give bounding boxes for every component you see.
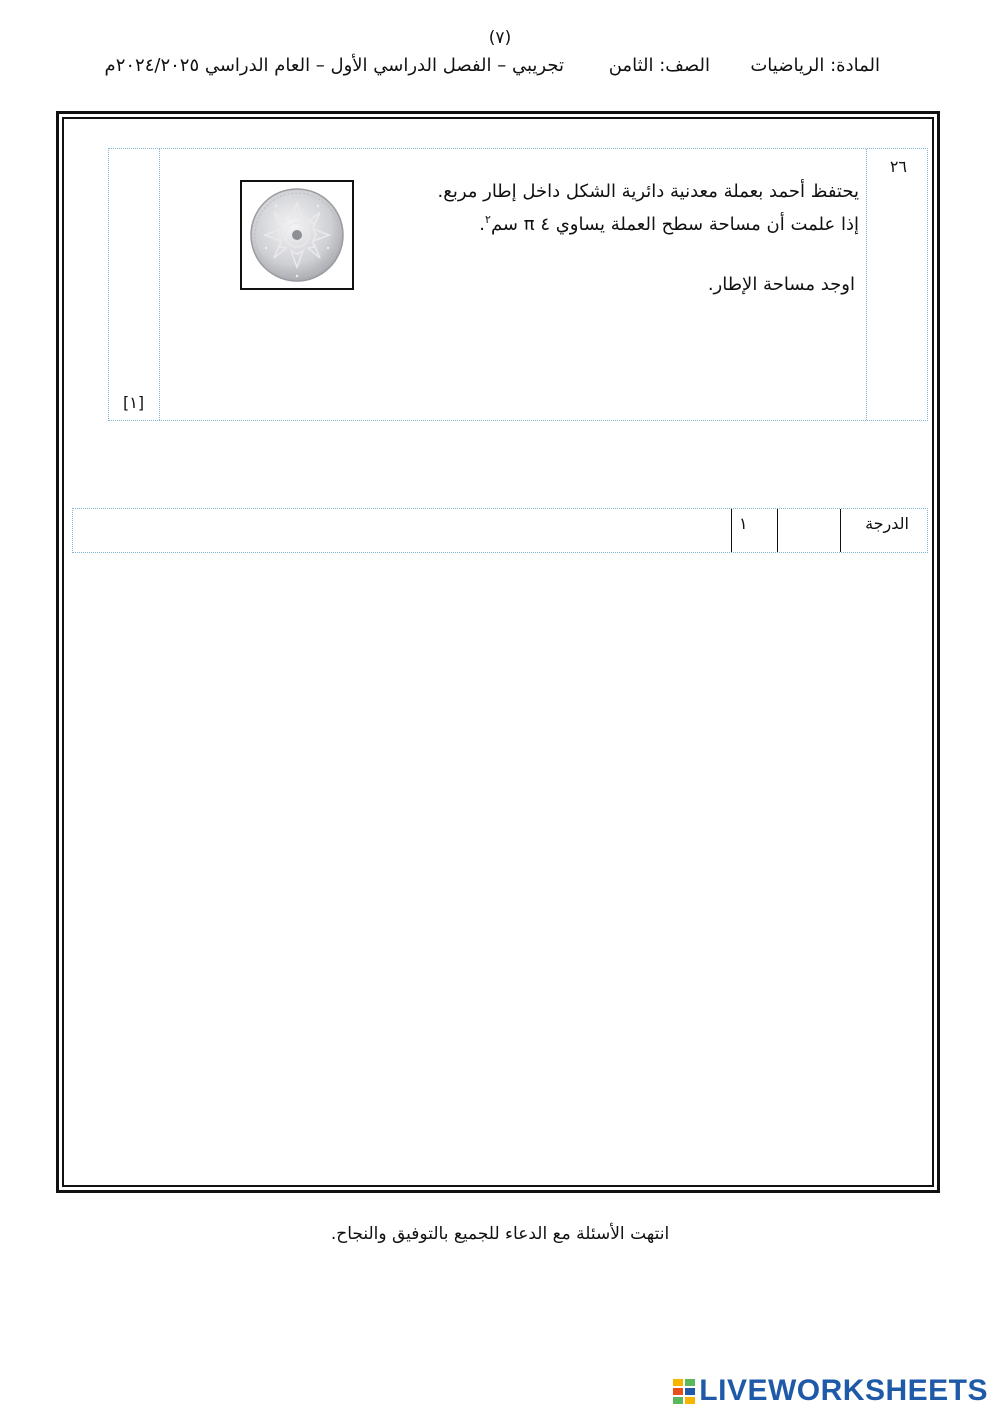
- grade-value: ١: [739, 514, 748, 533]
- grade-table: [72, 508, 928, 553]
- coin-image: [246, 186, 348, 284]
- coin-image-frame: [240, 180, 354, 290]
- question-line-2-end: .: [479, 214, 486, 235]
- question-line-1: يحتفظ أحمد بعملة معدنية دائرية الشكل داخل إطار مربع.: [437, 181, 859, 202]
- question-line-2: [479, 213, 859, 235]
- question-mark: [١]: [123, 393, 145, 412]
- question-number: ٢٦: [889, 157, 907, 176]
- logo-blocks-icon: [673, 1377, 697, 1405]
- question-line-3: اوجد مساحة الإطار.: [707, 274, 855, 295]
- subject-label: المادة: الرياضيات: [750, 55, 880, 76]
- number-column-divider: [866, 149, 867, 420]
- grade-cell-divider-3: [840, 509, 841, 552]
- grade-cell-divider-2: [777, 509, 778, 552]
- grade-label: الدرجة: [865, 514, 909, 533]
- logo-text: LIVEWORKSHEETS: [699, 1374, 988, 1407]
- mark-column-divider: [159, 149, 160, 420]
- grade-level-label: الصف: الثامن: [608, 55, 710, 76]
- exam-info-label: تجريبي – الفصل الدراسي الأول – العام الدراسي ٢٠٢٤/٢٠٢٥م: [104, 55, 564, 76]
- liveworksheets-logo[interactable]: [673, 1374, 988, 1408]
- closing-message: انتهت الأسئلة مع الدعاء للجميع بالتوفيق والنجاح.: [330, 1224, 670, 1244]
- superscript-two: ٢: [485, 213, 491, 226]
- grade-cell-divider-1: [731, 509, 732, 552]
- question-line-2-text: إذا علمت أن مساحة سطح العملة يساوي ٤ π سم: [490, 214, 859, 235]
- page-number: (٧): [488, 28, 512, 48]
- question-table: [108, 148, 928, 421]
